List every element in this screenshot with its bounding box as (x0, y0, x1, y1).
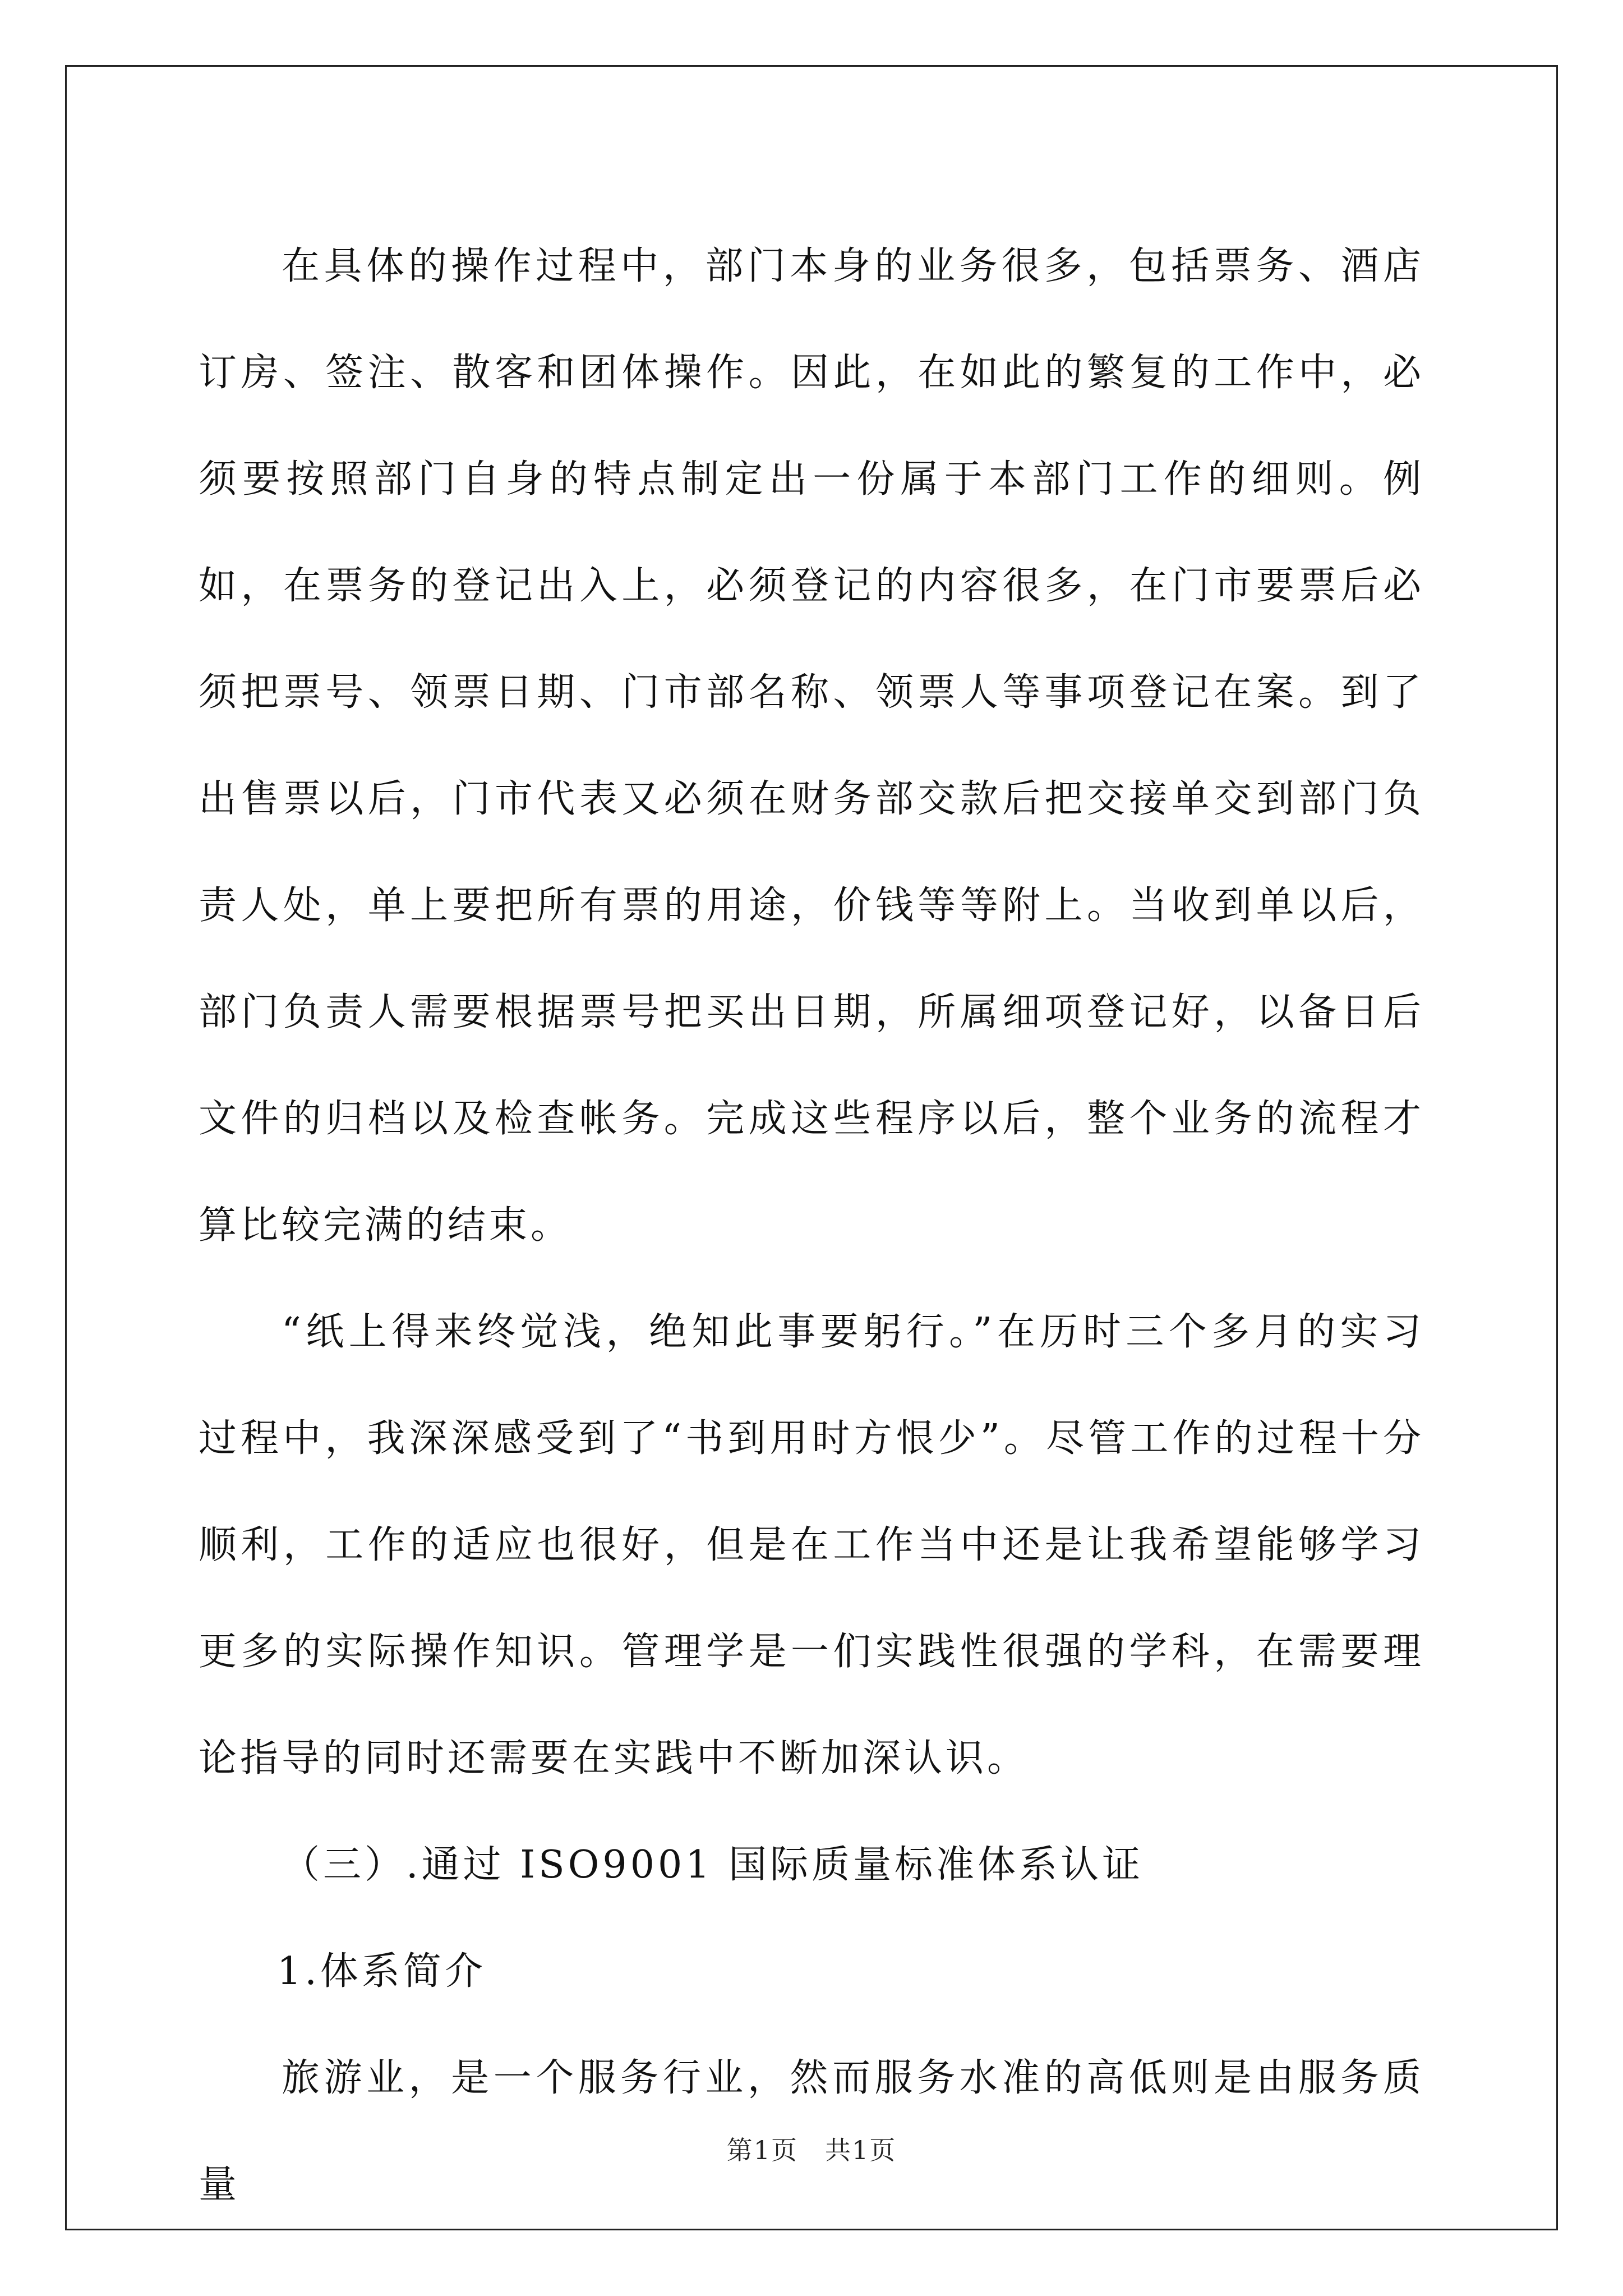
body-paragraph-1: 在具体的操作过程中，部门本身的业务很多，包括票务、酒店订房、签注、散客和团体操作。因此，在如此的繁复的工作中，必须要按照部门自身的特点制定出一份属于本部门工作的细则。例如，在票务的登记出入上，必须登记的内容很多，在门市要票后必须把票号、领票日期、门市部名称、领票人等事项登记在案。到了出售票以后，门市代表又必须在财务部交款后把交接单交到部门负责人处，单上要把所有票的用途，价钱等等附上。当收到单以后，部门负责人需要根据票号把买出日期，所属细项登记好，以备日后文件的归档以及检查帐务。完成这些程序以后，整个业务的流程才算比较完满的结束。 (199, 244, 1424, 1248)
subsection-heading: 1.体系简介 (277, 1949, 486, 1994)
page-footer: 第1页 共1页 (726, 2135, 897, 2165)
section-heading: （三）.通过 ISO9001 国际质量标准体系认证 (282, 1843, 1144, 1887)
body-paragraph-3: 旅游业，是一个服务行业，然而服务水准的高低则是由服务质量 (199, 2056, 1424, 2207)
document-body (199, 213, 1424, 2238)
body-paragraph-2: “纸上得来终觉浅，绝知此事要躬行。”在历时三个多月的实习过程中，我深深感受到了“书到用时方恨少”。尽管工作的过程十分顺利，工作的适应也很好，但是在工作当中还是让我希望能够学习更多的实际操作知识。管理学是一们实践性很强的学科，在需要理论指导的同时还需要在实践中不断加深认识。 (199, 1310, 1424, 1780)
